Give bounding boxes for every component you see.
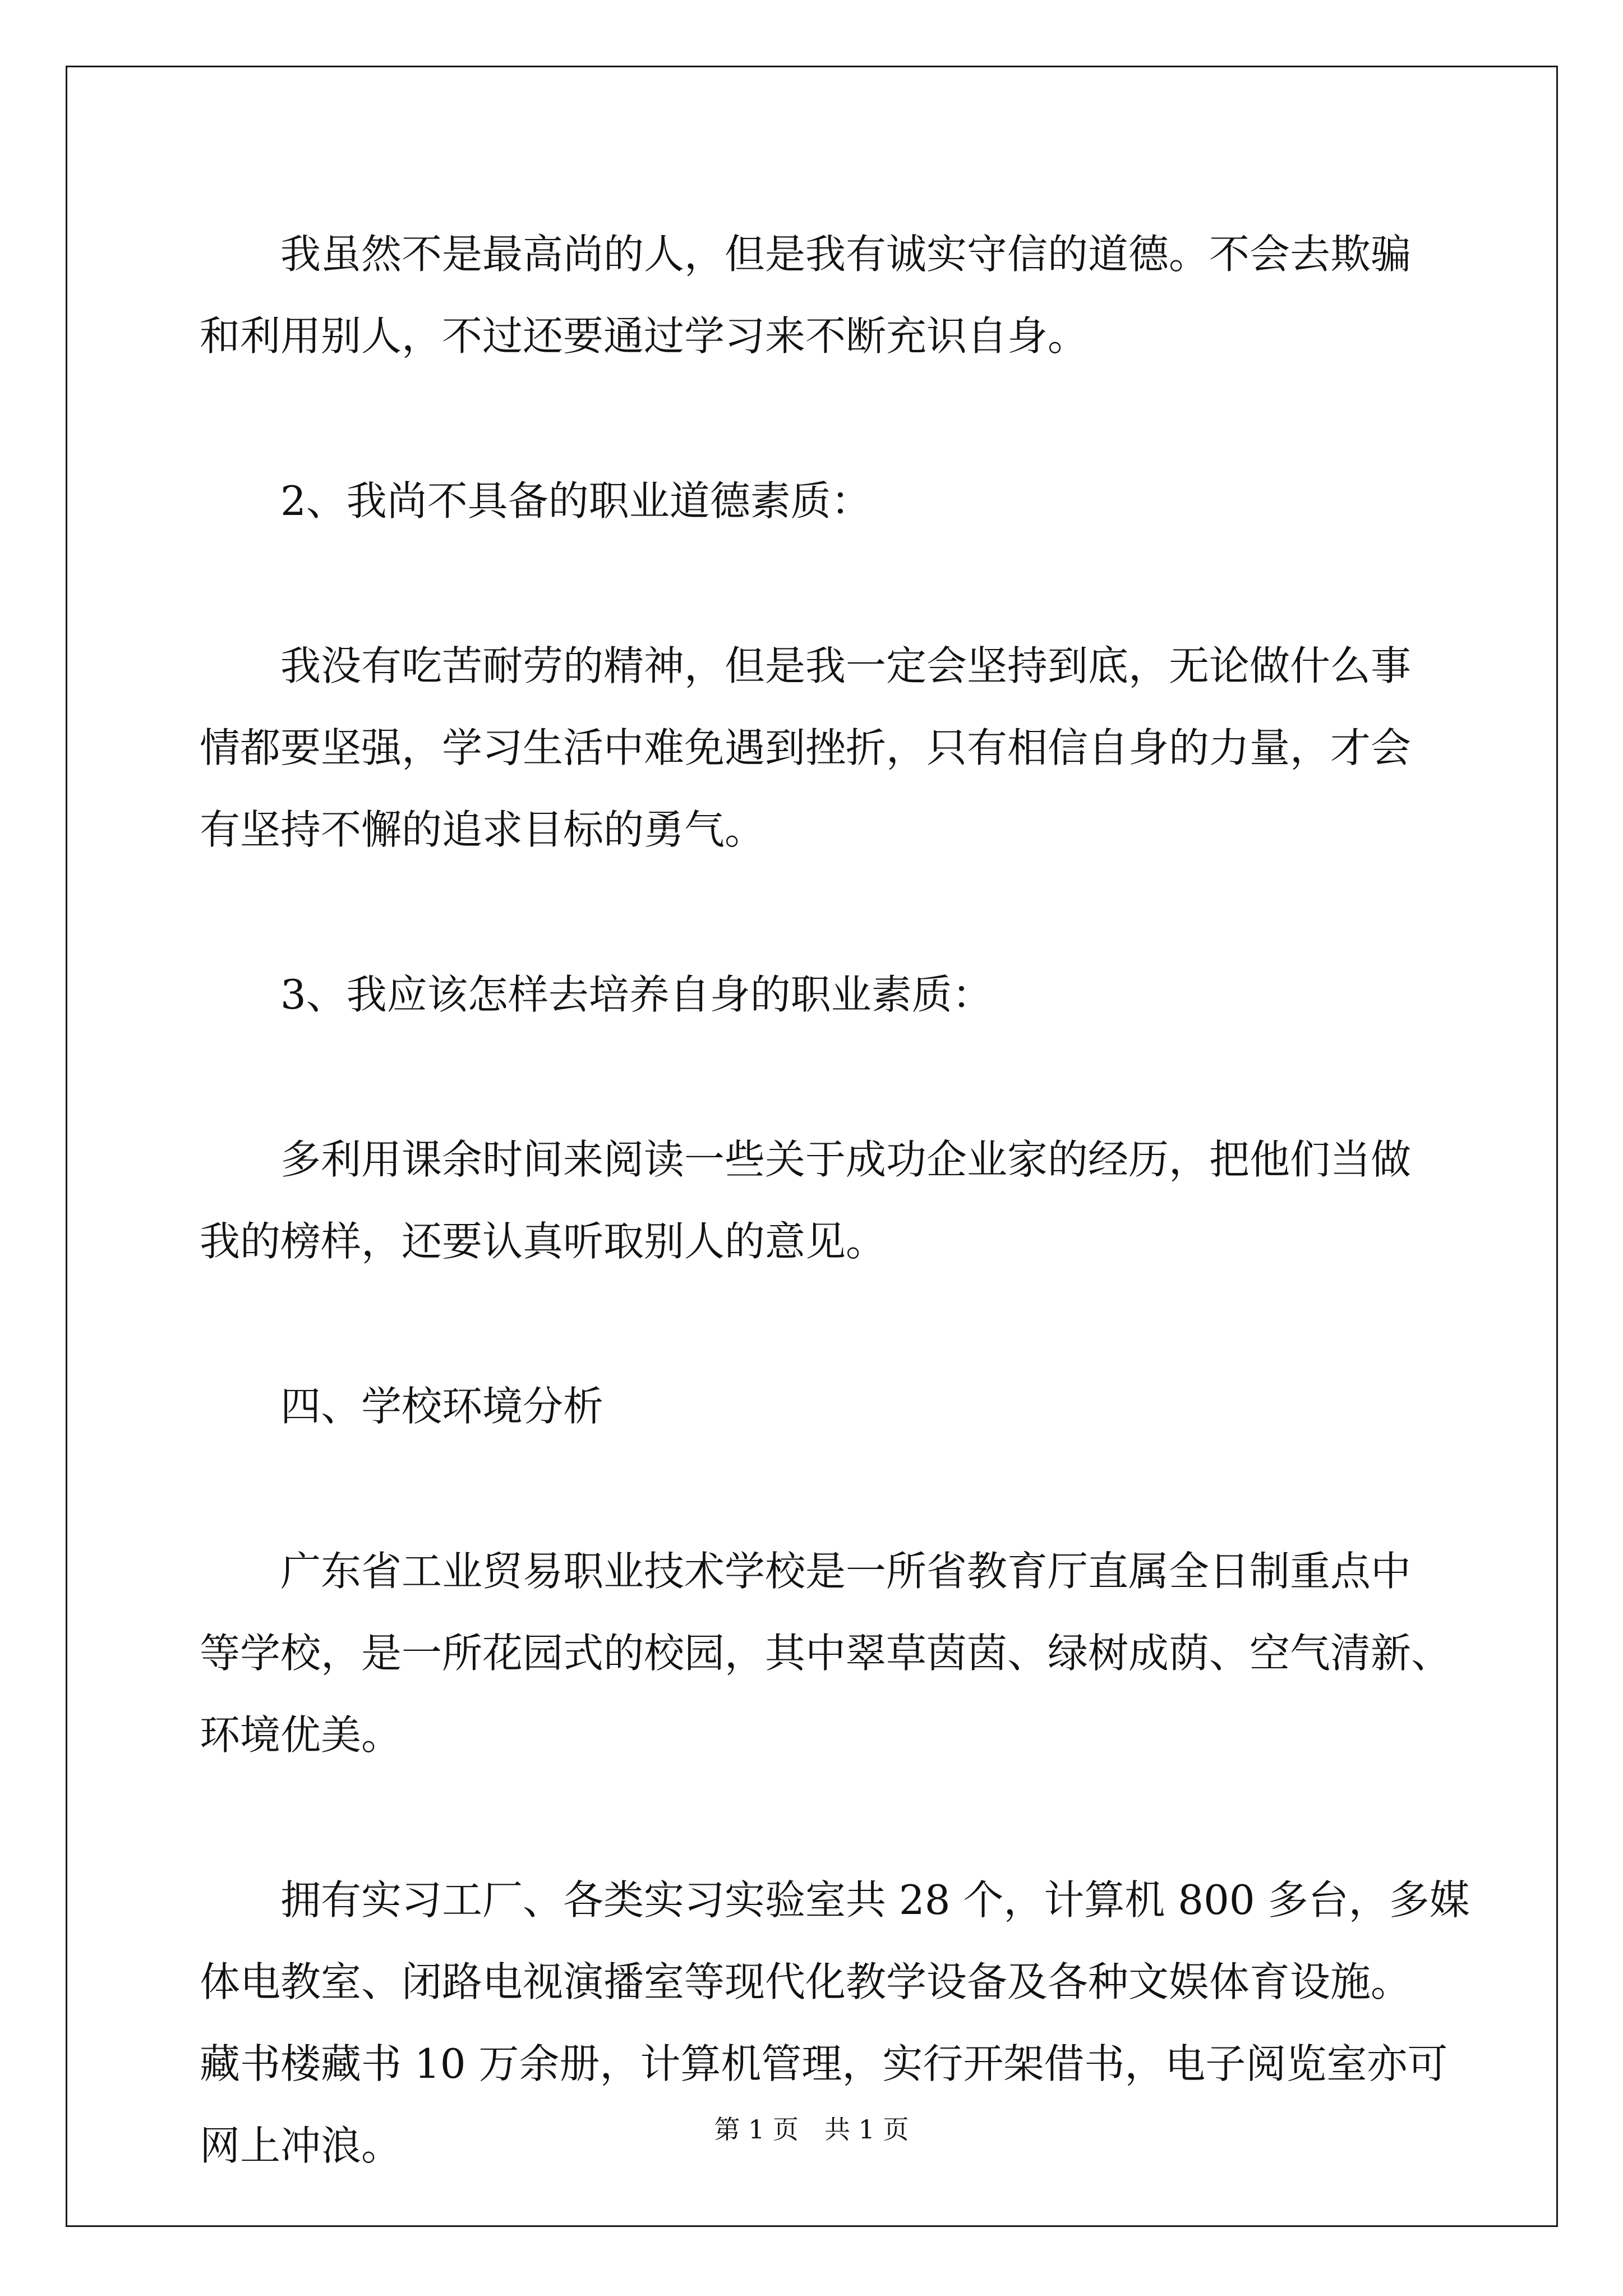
- text-line: 有坚持不懈的追求目标的勇气。: [200, 806, 766, 853]
- paragraph: [200, 460, 1433, 542]
- paragraph: [200, 625, 1433, 871]
- paragraph: [200, 213, 1433, 377]
- paragraph: [200, 1530, 1452, 1776]
- text-line: 网上冲浪。: [200, 2122, 402, 2169]
- text-line: 环境优美。: [200, 1711, 402, 1759]
- text-line: 多利用课余时间来阅读一些关于成功企业家的经历，把他们当做: [280, 1136, 1412, 1183]
- document-body: [200, 213, 1470, 2187]
- text-line: 和利用别人，不过还要通过学习来不断充识自身。: [200, 312, 1089, 360]
- text-line: 我的榜样，还要认真听取别人的意见。: [200, 1218, 887, 1265]
- text-line: 拥有实习工厂、各类实习实验室共 28 个，计算机 800 多台，多媒: [280, 1876, 1470, 1924]
- text-line: 情都要坚强，学习生活中难免遇到挫折，只有相信自身的力量，才会: [200, 724, 1412, 771]
- text-line: 我虽然不是最高尚的人，但是我有诚实守信的道德。不会去欺骗: [280, 231, 1412, 278]
- page-number-footer: 第 1 页 共 1 页: [714, 2114, 909, 2145]
- text-line: 等学校，是一所花园式的校园，其中翠草茵茵、绿树成荫、空气清新、: [200, 1630, 1452, 1677]
- paragraph: [200, 954, 1433, 1036]
- text-line: 体电教室、闭路电视演播室等现代化教学设备及各种文娱体育设施。: [200, 1958, 1412, 2005]
- text-line: 我没有吃苦耐劳的精神，但是我一定会坚持到底，无论做什么事: [280, 642, 1412, 689]
- paragraph: [200, 1119, 1433, 1282]
- text-line: 广东省工业贸易职业技术学校是一所省教育厅直属全日制重点中: [280, 1548, 1412, 1595]
- text-line: 3、我应该怎样去培养自身的职业素质：: [280, 971, 993, 1018]
- text-line: 藏书楼藏书 10 万余册，计算机管理，实行开架借书，电子阅览室亦可: [200, 2040, 1448, 2087]
- section-heading: [200, 1365, 1433, 1447]
- text-line: 2、我尚不具备的职业道德素质：: [280, 477, 872, 524]
- text-line: 四、学校环境分析: [280, 1383, 604, 1430]
